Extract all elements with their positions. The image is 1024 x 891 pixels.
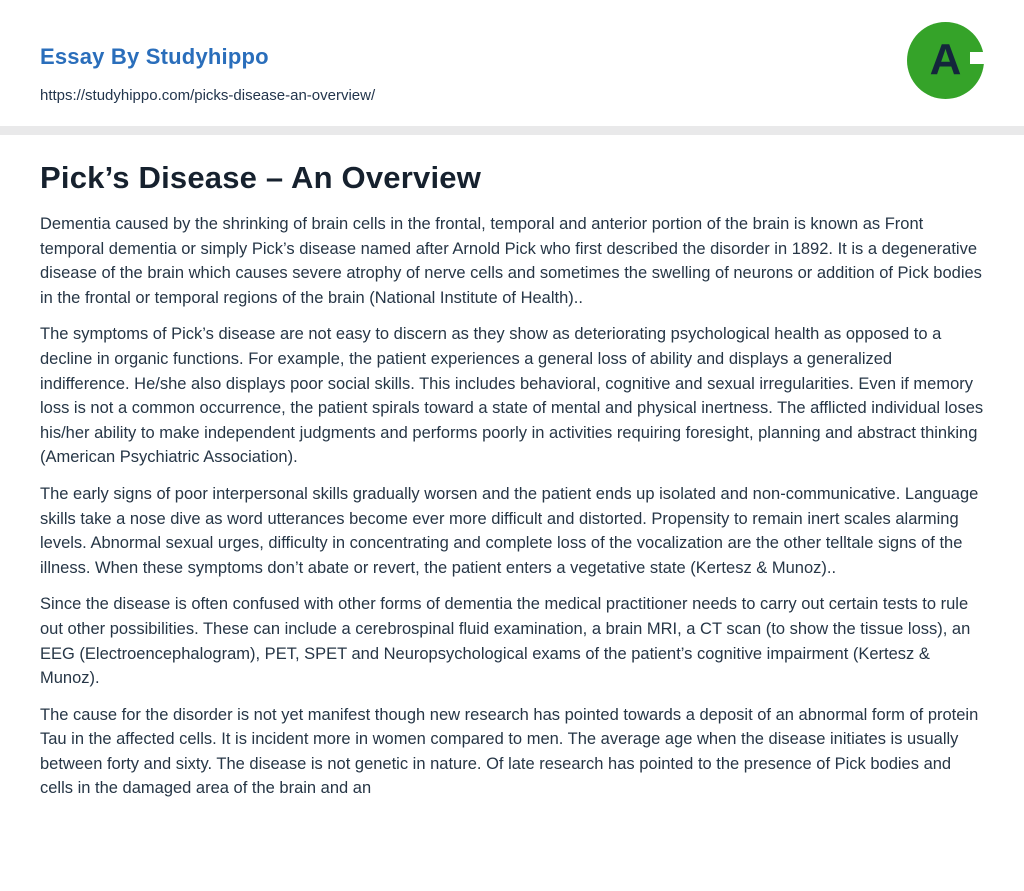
article-paragraph: The early signs of poor interpersonal skills gradually worsen and the patient ends up isolated and non-communicative. Language skills take a nose dive as word utterances become ever more difficult and distorted. Propensity to remain inert scales alarming levels. Abnormal sexual urges, difficulty in concentrating and complete loss of the vocalization are the other telltale signs of the illness. When these symptoms don’t abate or revert, the patient enters a vegetative state (Kertesz & Munoz)..: [40, 484, 979, 577]
header-divider: [0, 126, 1024, 135]
article-paragraph: The cause for the disorder is not yet manifest though new research has pointed towards a deposit of an abnormal form of protein Tau in the affected cells. It is incident more in women compared to men. The average age when the disease initiates is usually between forty and sixty. The disease is not genetic in nature. Of late research has pointed to the presence of Pick bodies and cells in the damaged area of the brain and an: [40, 705, 979, 798]
article-body: [40, 212, 984, 801]
source-url-link[interactable]: https://studyhippo.com/picks-disease-an-overview/: [40, 87, 376, 104]
site-label: Essay By Studyhippo: [40, 44, 269, 69]
article-paragraph: Since the disease is often confused with other forms of dementia the medical practitioner needs to carry out certain tests to rule out other possibilities. These can include a cerebrospinal fluid examination, a brain MRI, a CT scan (to show the tissue loss), an EEG (Electroencephalogram), PET, SPET and Neuropsychological exams of the patient’s cognitive impairment (Kertesz & Munoz).: [40, 595, 971, 688]
page-header: [0, 0, 1024, 105]
article-content: [0, 135, 1024, 801]
studyhippo-logo[interactable]: [907, 22, 984, 99]
logo-letter-a: A: [929, 34, 962, 84]
article-title: Pick’s Disease – An Overview: [40, 160, 482, 195]
article-paragraph: Dementia caused by the shrinking of brain cells in the frontal, temporal and anterior portion of the brain is known as Front temporal dementia or simply Pick’s disease named after Arnold Pick who first described the disorder in 1892. It is a degenerative disease of the brain which causes severe atrophy of nerve cells and sometimes the swelling of neurons or addition of Pick bodies in the frontal or temporal regions of the brain (National Institute of Health)..: [40, 215, 982, 307]
article-paragraph: The symptoms of Pick’s disease are not easy to discern as they show as deteriorating psychological health as opposed to a decline in organic functions. For example, the patient experiences a general loss of ability and displays a generalized indifference. He/she also displays poor social skills. This includes behavioral, cognitive and sexual irregularities. Even if memory loss is not a common occurrence, the patient spirals toward a state of mental and physical inertness. The afflicted individual loses his/her ability to make independent judgments and performs poorly in activities requiring foresight, planning and abstract thinking (American Psychiatric Association).: [40, 325, 984, 467]
logo-notch: [970, 52, 986, 64]
